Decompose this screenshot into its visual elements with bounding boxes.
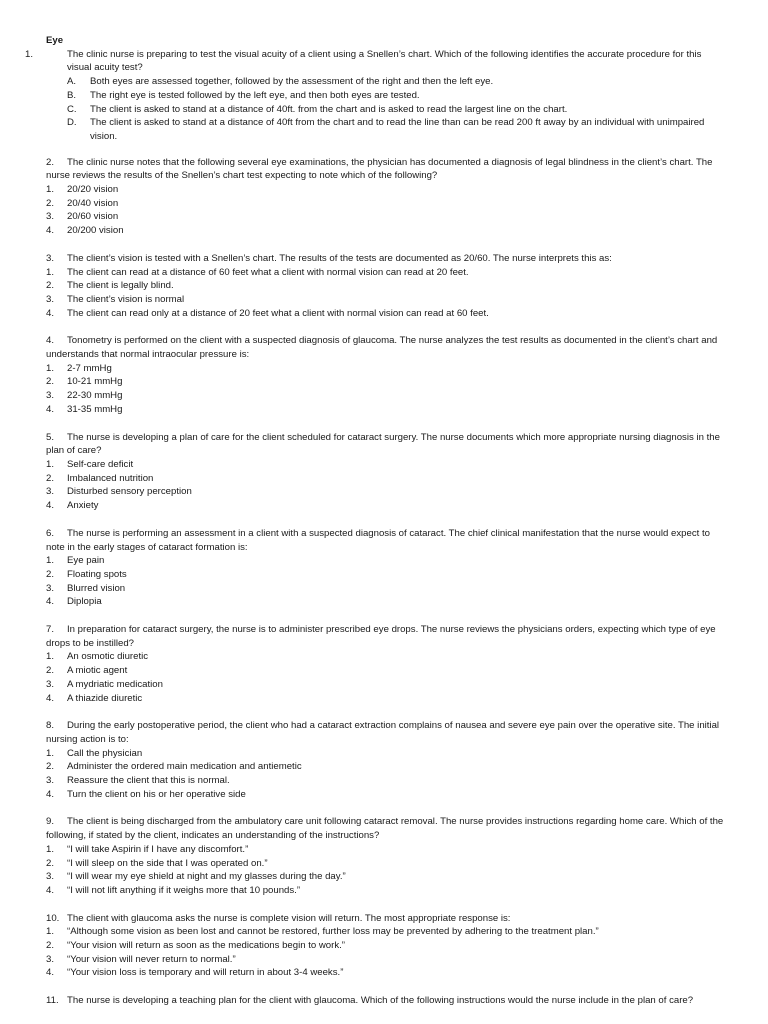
option-text: The client is legally blind.	[67, 280, 174, 292]
answer-option	[46, 362, 724, 376]
answer-option	[46, 966, 724, 980]
answer-option	[46, 925, 724, 939]
option-label: 3.	[46, 390, 55, 402]
answer-option	[46, 389, 724, 403]
answer-option	[46, 595, 724, 609]
option-text: Reassure the client that this is normal.	[67, 775, 230, 787]
option-label: 4.	[46, 307, 55, 319]
option-text: 20/200 vision	[67, 225, 124, 237]
option-text: “Your vision loss is temporary and will return in about 3-4 weeks.”	[67, 967, 344, 979]
option-text: Eye pain	[67, 555, 105, 567]
question-text: The client’s vision is tested with a Snellen’s chart. The results of the tests are documented as 20/60. The nurse interprets this as:	[67, 252, 612, 264]
question-stem	[25, 48, 724, 75]
question-2	[46, 156, 724, 238]
option-label: 2.	[46, 761, 55, 773]
option-text: A thiazide diuretic	[67, 692, 143, 704]
answer-option	[46, 650, 724, 664]
question-number: 3.	[46, 252, 55, 264]
answer-option	[46, 678, 724, 692]
question-number: 8.	[46, 720, 55, 732]
answer-option	[46, 307, 724, 321]
option-label: 1.	[46, 184, 55, 196]
question-number: 9.	[46, 816, 55, 828]
option-text: A mydriatic medication	[67, 678, 163, 690]
answer-option	[46, 774, 724, 788]
question-5	[46, 431, 724, 513]
option-label: 2.	[46, 568, 55, 580]
option-label: 4.	[46, 225, 55, 237]
option-label: 1.	[46, 926, 55, 938]
option-text: 20/60 vision	[67, 211, 119, 223]
option-label: C.	[67, 103, 77, 115]
option-text: The client is asked to stand at a distance of 40ft. from the chart and is asked to read the largest line on the chart.	[90, 103, 568, 115]
question-text: During the early postoperative period, the client who had a cataract extraction complains of nausea and severe eye pain over the operative site. The initial nursing action is to:	[46, 720, 720, 745]
answer-option	[46, 953, 724, 967]
question-text: The nurse is developing a plan of care for the client scheduled for cataract surgery. The nurse documents which more appropriate nursing diagnosis in the plan of care?	[46, 431, 720, 457]
option-label: 3.	[46, 293, 55, 305]
option-text: Diplopia	[67, 596, 102, 608]
option-label: 3.	[46, 775, 55, 787]
option-label: 1.	[46, 266, 55, 278]
option-label: 3.	[46, 582, 55, 594]
answer-option	[46, 554, 724, 568]
option-text: “Your vision will return as soon as the medications begin to work.”	[67, 940, 345, 952]
answer-option	[46, 747, 724, 761]
option-text: Anxiety	[67, 500, 99, 512]
option-text: A miotic agent	[67, 665, 128, 677]
option-label: A.	[67, 76, 77, 88]
answer-option	[46, 692, 724, 706]
question-number: 2.	[46, 156, 55, 168]
question-number: 1.	[25, 48, 34, 60]
option-label: 2.	[46, 197, 55, 209]
option-text: Disturbed sensory perception	[67, 486, 192, 498]
question-list	[25, 48, 724, 1008]
question-stem	[46, 623, 724, 650]
answer-option	[46, 279, 724, 293]
option-text: 20/20 vision	[67, 184, 119, 196]
option-label: B.	[67, 89, 77, 101]
question-stem	[46, 334, 724, 361]
option-text: Imbalanced nutrition	[67, 472, 154, 484]
option-text: 10-21 mmHg	[67, 376, 123, 388]
question-8	[46, 719, 724, 801]
option-text: The client is asked to stand at a distance of 40ft from the chart and to read the line than can be read 200 ft away by an individual with unimpaired vision.	[90, 117, 705, 142]
option-text: An osmotic diuretic	[67, 651, 149, 663]
answer-option	[46, 582, 724, 596]
option-label: 3.	[46, 211, 55, 223]
option-text: Administer the ordered main medication and antiemetic	[67, 761, 302, 773]
answer-option	[46, 89, 724, 103]
answer-option	[46, 183, 724, 197]
option-label: 4.	[46, 403, 55, 415]
answer-option	[46, 664, 724, 678]
option-label: 4.	[46, 692, 55, 704]
option-label: 2.	[46, 940, 55, 952]
answer-option	[46, 760, 724, 774]
option-text: 31-35 mmHg	[67, 403, 123, 415]
question-text: The client is being discharged from the ambulatory care unit following cataract removal. The nurse provides instructions regarding home care. Which of the following, if stated by the client, indicates an understanding of the instructions?	[46, 816, 724, 842]
question-number: 6.	[46, 527, 55, 539]
answer-option	[46, 568, 724, 582]
answer-option	[46, 843, 724, 857]
option-text: “Your vision will never return to normal.”	[67, 953, 236, 965]
option-text: Turn the client on his or her operative side	[67, 788, 246, 800]
option-label: 1.	[46, 555, 55, 567]
answer-option	[46, 870, 724, 884]
answer-option	[46, 788, 724, 802]
option-text: Both eyes are assessed together, followed by the assessment of the right and then the left eye.	[90, 76, 494, 88]
question-number: 7.	[46, 624, 55, 636]
option-text: “I will not lift anything if it weighs more that 10 pounds.”	[67, 884, 301, 896]
option-text: 20/40 vision	[67, 197, 119, 209]
answer-option	[46, 485, 724, 499]
question-stem	[46, 994, 724, 1008]
question-6	[46, 527, 724, 609]
question-number: 4.	[46, 335, 55, 347]
option-label: 2.	[46, 376, 55, 388]
question-9	[46, 815, 724, 897]
question-stem	[46, 719, 724, 746]
option-text: “I will wear my eye shield at night and my glasses during the day.”	[67, 871, 346, 883]
question-text: The nurse is performing an assessment in a client with a suspected diagnosis of cataract. The chief clinical manifestation that the nurse would expect to note in the early stages of cataract formation is:	[46, 527, 710, 553]
question-number: 5.	[46, 431, 55, 443]
option-text: Self-care deficit	[67, 458, 134, 470]
section-heading: Eye	[46, 35, 64, 46]
question-4	[46, 334, 724, 416]
option-label: 2.	[46, 280, 55, 292]
option-label: 1.	[46, 362, 55, 374]
question-stem	[46, 527, 724, 554]
answer-option	[46, 472, 724, 486]
option-text: Call the physician	[67, 747, 143, 759]
question-stem	[46, 252, 724, 266]
question-text: The nurse is developing a teaching plan for the client with glaucoma. Which of the following instructions would the nurse include in the plan of care?	[67, 995, 694, 1007]
answer-option	[46, 293, 724, 307]
option-text: 2-7 mmHg	[67, 362, 112, 374]
answer-option	[46, 103, 724, 117]
question-11	[46, 994, 724, 1008]
question-text: In preparation for cataract surgery, the nurse is to administer prescribed eye drops. The nurse reviews the physicians orders, expecting which type of eye drops to be instilled?	[46, 624, 716, 649]
question-text: The client with glaucoma asks the nurse is complete vision will return. The most appropriate response is:	[67, 912, 511, 924]
question-1	[25, 48, 724, 144]
question-stem	[46, 815, 724, 842]
question-text: The clinic nurse is preparing to test the visual acuity of a client using a Snellen’s chart. Which of the following identifies the accurate procedure for this visual acuity test?	[67, 48, 702, 74]
option-label: 3.	[46, 953, 55, 965]
question-stem	[46, 431, 724, 458]
option-label: 1.	[46, 651, 55, 663]
option-text: The right eye is tested followed by the left eye, and then both eyes are tested.	[90, 89, 420, 101]
option-text: The client can read only at a distance of 20 feet what a client with normal vision can read at 60 feet.	[67, 307, 489, 319]
option-text: Floating spots	[67, 568, 127, 580]
question-text: Tonometry is performed on the client with a suspected diagnosis of glaucoma. The nurse analyzes the test results as documented in the client’s chart and understands that normal intraocular pressure is:	[46, 335, 718, 361]
question-number: 11.	[46, 995, 59, 1007]
option-label: 4.	[46, 788, 55, 800]
option-label: 4.	[46, 500, 55, 512]
option-label: 1.	[46, 458, 55, 470]
answer-option	[46, 266, 724, 280]
question-text: The clinic nurse notes that the following several eye examinations, the physician has documented a diagnosis of legal blindness in the client’s chart. The nurse reviews the results of the Snellen’s chart test expecting to note which of the following?	[46, 156, 713, 182]
option-label: 4.	[46, 884, 55, 896]
answer-option	[46, 403, 724, 417]
option-label: 1.	[46, 843, 55, 855]
option-label: 2.	[46, 472, 55, 484]
answer-option	[46, 884, 724, 898]
question-7	[46, 623, 724, 705]
option-text: Blurred vision	[67, 582, 126, 594]
answer-option	[46, 375, 724, 389]
option-text: “Although some vision as been lost and cannot be restored, further loss may be prevented by adhering to the treatment plan.”	[67, 926, 599, 938]
option-text: The client can read at a distance of 60 feet what a client with normal vision can read at 20 feet.	[67, 266, 469, 278]
answer-option	[46, 458, 724, 472]
question-3	[46, 252, 724, 321]
option-text: “I will sleep on the side that I was operated on.”	[67, 857, 268, 869]
option-label: 4.	[46, 967, 55, 979]
question-stem	[46, 912, 724, 926]
question-10	[46, 912, 724, 981]
option-label: 1.	[46, 747, 55, 759]
answer-option	[46, 197, 724, 211]
answer-option	[46, 75, 724, 89]
option-label: 3.	[46, 678, 55, 690]
question-stem	[46, 156, 724, 183]
option-text: “I will take Aspirin if I have any discomfort.”	[67, 843, 249, 855]
option-label: 3.	[46, 871, 55, 883]
answer-option	[46, 116, 724, 143]
option-text: 22-30 mmHg	[67, 390, 123, 402]
option-label: 2.	[46, 665, 55, 677]
question-number: 10.	[46, 912, 60, 924]
answer-option	[46, 939, 724, 953]
option-label: 4.	[46, 596, 55, 608]
option-text: The client’s vision is normal	[67, 293, 185, 305]
option-label: D.	[67, 117, 77, 129]
option-label: 2.	[46, 857, 55, 869]
document-page	[25, 34, 724, 1022]
answer-option	[46, 499, 724, 513]
answer-option	[46, 857, 724, 871]
answer-option	[46, 210, 724, 224]
answer-option	[46, 224, 724, 238]
option-label: 3.	[46, 486, 55, 498]
